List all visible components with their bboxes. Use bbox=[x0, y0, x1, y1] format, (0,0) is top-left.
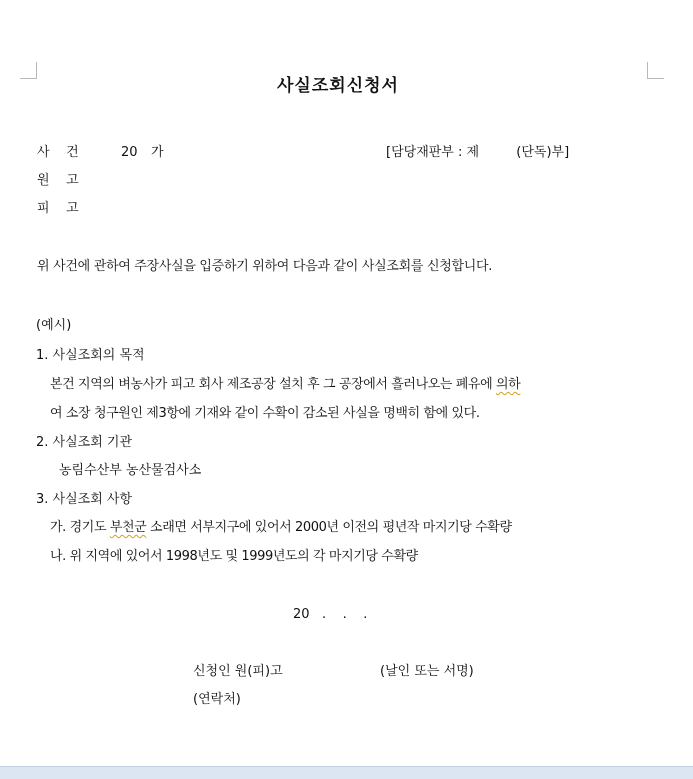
section-1-line-1 bbox=[50, 377, 520, 393]
section-3-item-b: 나. 위 지역에 있어서 1998년도 및 1999년도의 각 마지기당 수확량 bbox=[50, 549, 418, 564]
intro-paragraph: 위 사건에 관하여 주장사실을 입증하기 위하여 다음과 같이 사실조회를 신청합니다. bbox=[37, 259, 493, 274]
section-3-item-a-suffix: 소래면 서부지구에 있어서 2000년 이전의 평년작 마지기당 수확량 bbox=[146, 520, 512, 535]
date-line: 20 . . . bbox=[293, 607, 368, 622]
section-2-line-1: 농림수산부 농산물검사소 bbox=[59, 463, 202, 478]
document-title: 사실조회신청서 bbox=[277, 76, 399, 96]
plaintiff-label: 원 고 bbox=[37, 173, 79, 188]
applicant-line: 신청인 원(피)고 bbox=[193, 664, 283, 679]
case-type: 가 bbox=[151, 145, 164, 160]
defendant-label: 피 고 bbox=[37, 201, 79, 216]
section-3-heading: 3. 사실조회 사항 bbox=[36, 492, 133, 507]
crop-mark-top-right bbox=[647, 62, 664, 79]
spellcheck-marked-word: 의하 bbox=[496, 377, 521, 392]
section-1-line-2: 여 소장 청구원인 제3항에 기재와 같이 수확이 감소된 사실을 명백히 함에 있다. bbox=[50, 406, 480, 421]
section-2-heading: 2. 사실조회 기관 bbox=[36, 435, 133, 450]
status-bar bbox=[0, 766, 693, 779]
example-label: (예시) bbox=[36, 318, 72, 333]
court-department: [담당재판부 : 제 (단독)부] bbox=[386, 145, 570, 160]
case-label: 사 건 bbox=[37, 145, 79, 160]
section-1-line-1-text: 본건 지역의 벼농사가 피고 회사 제조공장 설치 후 그 공장에서 흘러나오는 폐유에 bbox=[50, 377, 497, 392]
spellcheck-marked-word: 부천군 bbox=[109, 520, 147, 535]
section-3-item-a bbox=[50, 520, 512, 536]
case-year: 20 bbox=[121, 145, 138, 160]
seal-note: (날인 또는 서명) bbox=[380, 664, 474, 679]
section-3-item-a-prefix: 가. 경기도 bbox=[50, 520, 110, 535]
contact-line: (연락처) bbox=[193, 692, 241, 707]
section-1-heading: 1. 사실조회의 목적 bbox=[36, 348, 145, 363]
crop-mark-top-left bbox=[20, 62, 37, 79]
